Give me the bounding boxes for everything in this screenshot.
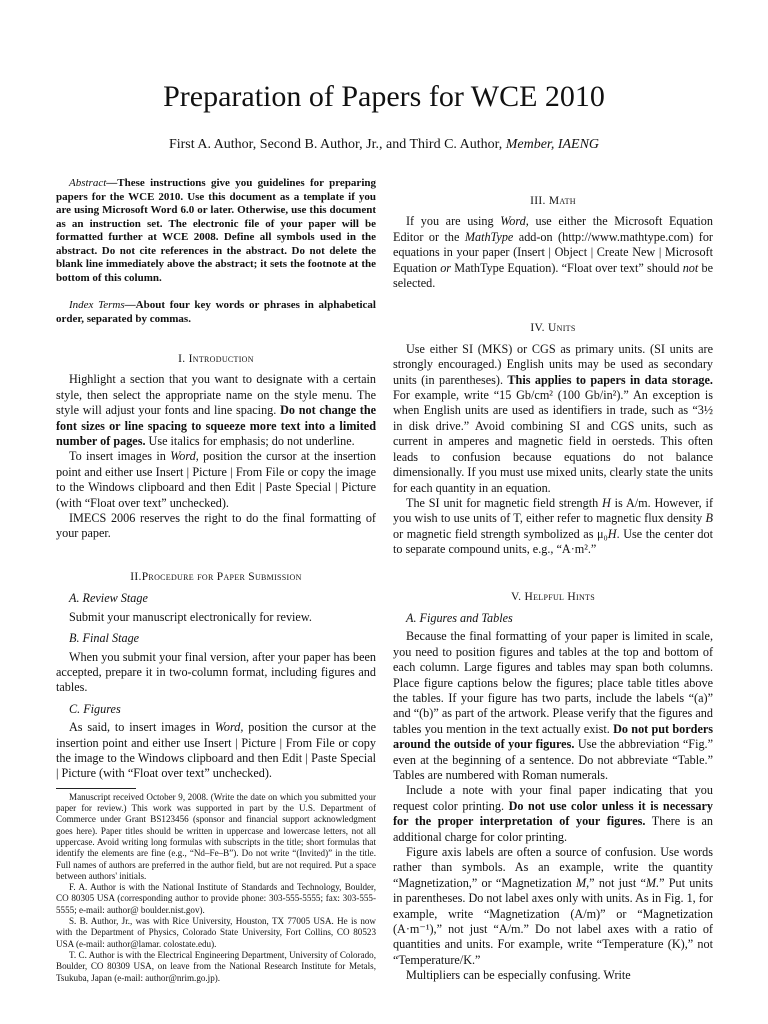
units-symbol-h2: H — [607, 526, 617, 541]
units-p1c: For example, write “15 Gb/cm² (100 Gb/in²).” An exception is when English units are used as identifiers in trade, such as “3½ in disk drive.” Avoid combining SI and CGS units, such as current in amperes and magnetic field in oersteds. This often leads to confusion because equations do not balance dimensionally. If you must use mixed units, clearly state the units for each quantity in an equation. — [393, 388, 713, 495]
hints-p3c: ” Put units in parentheses. Do not label axes only with units. As in Fig. 1, for example, write “Magnetization (A/m)” or “Magnetization (A·m⁻¹),” not just “A/m.” Do not label axes with a ratio of quantities and units. For example, write “Temperature (K),” not “Temperature/K.” — [393, 875, 713, 967]
abstract-text: —These instructions give you guidelines for preparing papers for the WCE 2010. Use this document as a template if you are using Microsoft Word 6.0 or later. Otherwise, use this document as an instruction set. The electronic file of your paper will be formatted further at WCE 2008. Define all symbols used in the abstract. Do not cite references in the abstract. Do not delete the blank line immediately above the abstract; it sets the footnote at the bottom of this column. — [56, 177, 376, 284]
units-p2b: is A/m. However, if you wish to use units of T, either refer to magnetic flux density — [393, 495, 713, 526]
units-symbol-b: B — [705, 511, 713, 526]
intro-p1-tail: Use italics for emphasis; do not underline. — [145, 434, 355, 449]
footnotes — [56, 792, 376, 984]
author-names: First A. Author, Second B. Author, Jr., and Third C. Author, — [168, 137, 506, 152]
intro-p2-text: To insert images in — [69, 449, 171, 464]
math-paragraph — [393, 214, 713, 291]
units-paragraph-1 — [393, 342, 713, 496]
math-mathtype: MathType — [464, 229, 514, 244]
math-t3: add-on (http://www.mathtype.com) for equations in your paper (Insert | Object | Create New | Microsoft Equation — [393, 229, 713, 275]
intro-paragraph-2 — [56, 449, 376, 511]
hints-p3-m: M, — [575, 875, 590, 890]
subsection-figures-tables: A. Figures and Tables — [406, 610, 513, 625]
intro-p1-text: Highlight a section that you want to designate with a certain style, then select the appropriate name on the style menu. The style will adjust your fonts and line spacing. — [56, 372, 376, 418]
subsection-review-stage: A. Review Stage — [69, 591, 148, 606]
author-line — [0, 136, 768, 154]
math-or: or — [440, 260, 452, 275]
figures-text-b: position the cursor at the insertion point and either use Insert | Picture | From File or copy the image to the Windows clipboard and then Edit | Paste Special | Picture (with “Float over text” unchecked). — [56, 720, 377, 781]
figures-text — [56, 720, 376, 782]
hints-p1a: Because the final formatting of your paper is limited in scale, you need to position figures and tables at the top and bottom of each column. Large figures and tables may span both columns. Place figure captions below the figures; place table titles above the tables. If your figure has two parts, include the labels “(a)” and “(b)” as part of the artwork. Please verify that the figures and tables you mention in the text actually exist. — [393, 629, 713, 736]
section-heading-math: III. Math — [530, 195, 576, 207]
hints-paragraph-2 — [393, 783, 713, 845]
author-affiliation: Member, IAENG — [505, 137, 600, 152]
footnote-divider — [56, 788, 136, 789]
math-t1: If you are using — [406, 214, 501, 229]
math-t4: MathType Equation). “Float over text” should — [451, 260, 683, 275]
hints-paragraph-1 — [393, 629, 713, 783]
intro-p1-bold: Do not change the font sizes or line spacing to squeeze more text into a limited number of pages. — [56, 403, 377, 449]
hints-p1c: Use the abbreviation “Fig.” even at the beginning of a sentence. Do not abbreviate “Table.” Tables are numbered with Roman numerals. — [393, 737, 714, 782]
figures-word: Word, — [214, 720, 244, 735]
units-p1a: Use either SI (MKS) or CGS as primary units. (SI units are strongly encouraged.) English units may be used as secondary units (in parentheses). — [393, 341, 713, 387]
hints-p2c: There is an additional charge for color printing. — [393, 814, 713, 844]
units-p1-bold: This applies to papers in data storage. — [507, 372, 713, 387]
section-heading-procedure: II.Procedure for Paper Submission — [130, 570, 302, 583]
hints-p3b: ” not just “ — [589, 875, 646, 890]
intro-p2-word: Word, — [170, 449, 199, 464]
section-heading-introduction: I. Introduction — [178, 353, 254, 365]
intro-paragraph-3: IMECS 2006 reserves the right to do the final formatting of your paper. — [56, 511, 376, 541]
intro-p2-tail: position the cursor at the insertion point and either use Insert | Picture | From File or copy the image to the Windows clipboard and then Edit | Paste Special | Picture (with “Float over text” unchecked). — [56, 449, 376, 510]
units-symbol-h: H — [602, 495, 611, 510]
hints-p3a: Figure axis labels are often a source of confusion. Use words rather than symbols. As an example, write the quantity “Magnetization,” or “Magnetization — [393, 845, 713, 890]
units-paragraph-2 — [393, 496, 713, 558]
math-t2: use either the Microsoft Equation Editor or the — [393, 214, 713, 244]
final-stage-text: When you submit your final version, after your paper has been accepted, prepare it in two-column format, including figures and tables. — [56, 649, 376, 695]
index-terms-label: Index Terms — [69, 299, 125, 311]
hints-p2a: Include a note with your final paper indicating that you request color printing. — [393, 783, 713, 813]
footnote-author-3: T. C. Author is with the Electrical Engineering Department, University of Colorado, Boulder, CO 80309 USA, on leave from the National Research Institute for Metals, Tsukuba, Japan (e-mail: author@nrim.go.jp). — [56, 949, 376, 983]
section-heading-units: IV. Units — [530, 322, 576, 335]
index-terms — [56, 299, 376, 326]
left-column — [56, 177, 376, 984]
units-p2c: or magnetic field strength symbolized as μ₀ — [393, 526, 608, 541]
hints-paragraph-3 — [393, 845, 713, 968]
section-heading-helpful-hints: V. Helpful Hints — [511, 590, 595, 603]
footnote-author-2: S. B. Author, Jr., was with Rice University, Houston, TX 77005 USA. He is now with the Department of Physics, Colorado State University, Fort Collins, CO 80523 USA (e-mail: author@lamar. colostate.edu). — [56, 916, 376, 949]
figures-text-a: As said, to insert images in — [69, 720, 215, 735]
math-not: not — [682, 260, 699, 275]
subsection-final-stage: B. Final Stage — [69, 631, 140, 646]
hints-p1-bold: Do not put borders around the outside of your figures. — [393, 721, 714, 752]
footnote-author-1: F. A. Author is with the National Institute of Standards and Technology, Boulder, CO 80305 USA (corresponding author to provide phone: 303-555-5555; fax: 303-555-5555; e-mail: author@ boulder.nist.gov). — [56, 882, 376, 915]
math-word: Word, — [500, 214, 529, 229]
intro-paragraph-1 — [56, 372, 376, 449]
units-p2d: . Use the center dot to separate compound units, e.g., “A·m².” — [393, 526, 714, 557]
footnote-manuscript: Manuscript received October 9, 2008. (Write the date on which you submitted your paper for review.) This work was supported in part by the U.S. Department of Commerce under Grant BS123456 (sponsor and financial support acknowledgment goes here). Paper titles should be written in uppercase and lowercase letters, not all uppercase. Avoid writing long formulas with subscripts in the title; short formulas that identify the elements are fine (e.g., “Nd–Fe–B”). Do not write “(Invited)” in the title. Full names of authors are preferred in the author field, but are not required. Put a space between authors' initials. — [56, 791, 376, 881]
right-column — [393, 177, 713, 984]
units-p2a: The SI unit for magnetic field strength — [406, 495, 603, 510]
subsection-figures: C. Figures — [69, 701, 121, 716]
paper-title: Preparation of Papers for WCE 2010 — [163, 80, 605, 113]
hints-paragraph-4: Multipliers can be especially confusing. Write — [406, 968, 631, 983]
hints-p3-m2: M. — [645, 875, 660, 890]
hints-p2-bold: Do not use color unless it is necessary for the proper interpretation of your figures. — [393, 798, 714, 829]
math-t5: be selected. — [393, 260, 713, 291]
abstract — [56, 177, 376, 285]
abstract-label: Abstract — [69, 177, 107, 189]
review-stage-text: Submit your manuscript electronically for review. — [69, 609, 312, 624]
index-terms-text: —About four key words or phrases in alphabetical order, separated by commas. — [56, 299, 376, 325]
